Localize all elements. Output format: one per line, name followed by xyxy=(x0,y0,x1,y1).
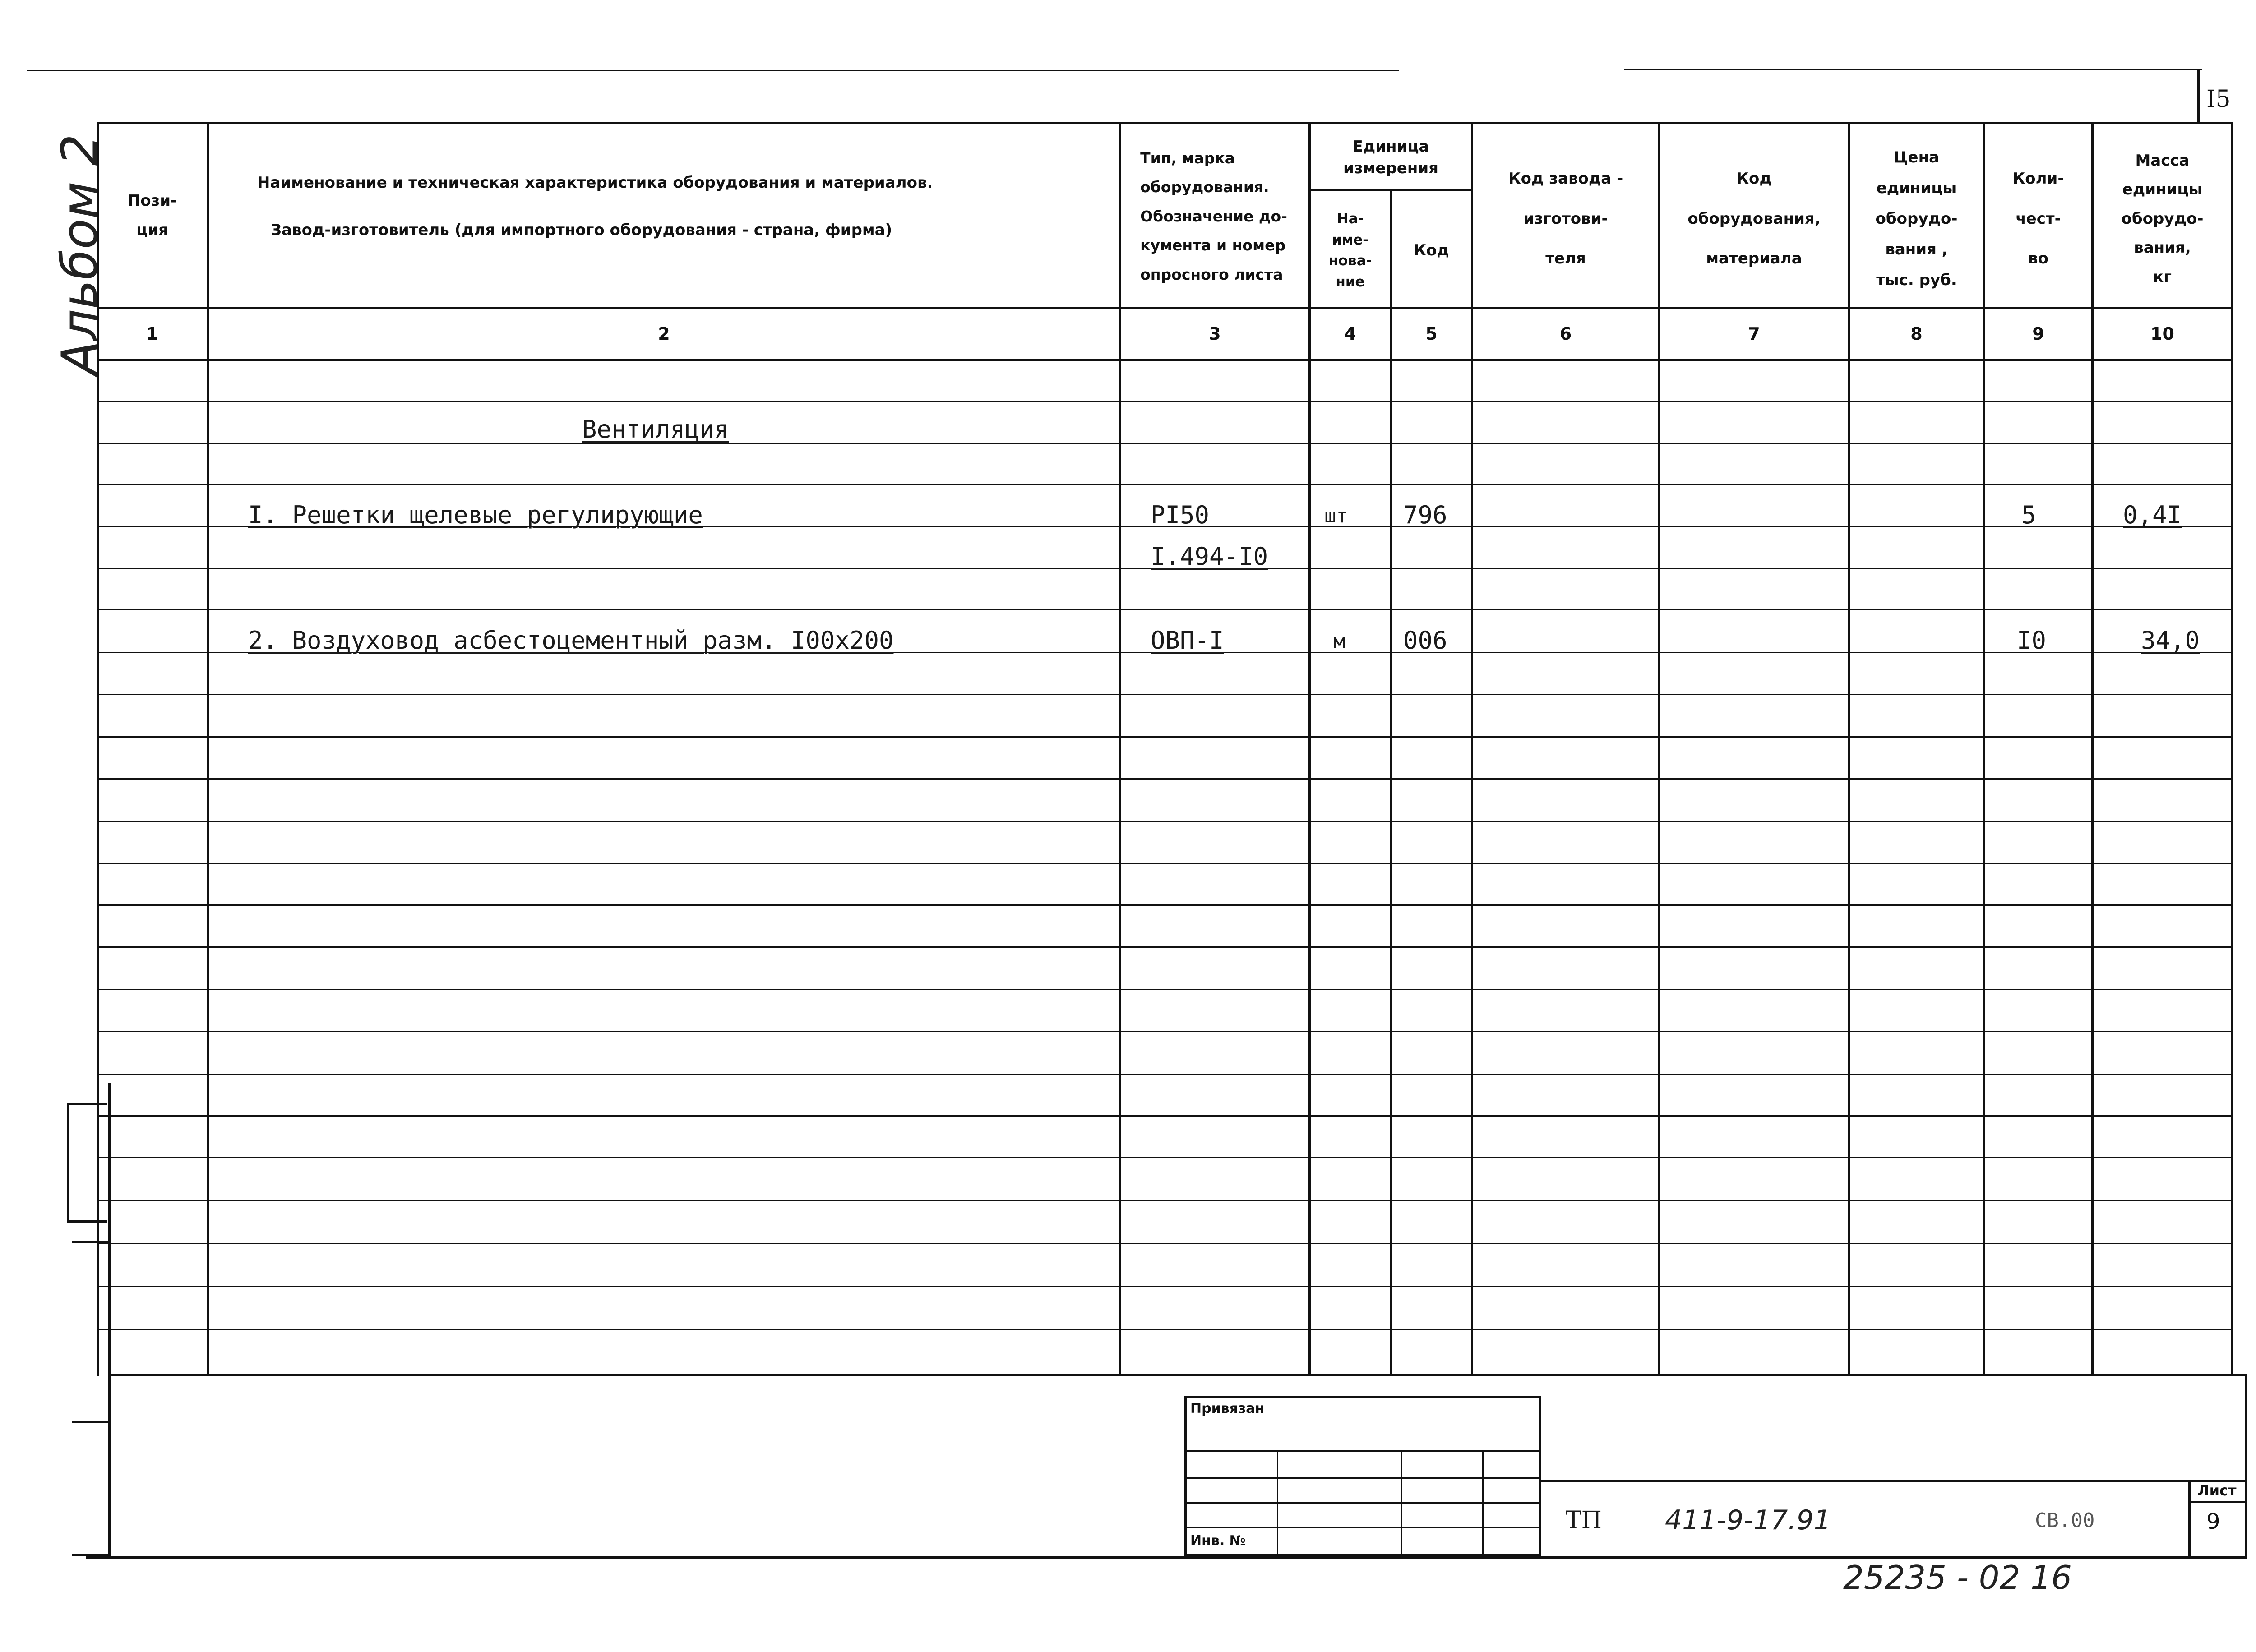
row-line xyxy=(97,1200,2231,1201)
header-unit-name: На- име- нова- ние xyxy=(1328,211,1372,290)
col-number-9: 9 xyxy=(2032,324,2044,344)
sheet-box-left xyxy=(2197,70,2200,124)
approval-line xyxy=(1184,1450,1541,1452)
table-bottom xyxy=(108,1374,2247,1376)
item-name: 2. Воздуховод асбестоцементный разм. I00x200 xyxy=(248,626,894,655)
header-name-line2: Завод-изготовитель (для импортного оборудования - страна, фирма) xyxy=(271,221,892,239)
header-type: Тип, марка оборудования. Обозначение до- кумента и номер опросного листа xyxy=(1140,149,1287,283)
item-unit-code: 796 xyxy=(1403,501,1447,529)
margin-mark-2 xyxy=(67,1220,107,1223)
approval-line xyxy=(1184,1477,1541,1479)
title-block-top xyxy=(1541,1480,2245,1482)
row-line xyxy=(97,1074,2231,1075)
row-line xyxy=(97,1286,2231,1287)
table-top xyxy=(97,122,2231,124)
approval-col xyxy=(1277,1450,1278,1556)
header-factory-code: Код завода - изготови- теля xyxy=(1508,170,1623,268)
row-line xyxy=(97,484,2231,485)
item-unit: м xyxy=(1333,630,1345,653)
item-quantity: 5 xyxy=(2021,501,2036,529)
row-line xyxy=(97,1115,2231,1117)
section-title: Вентиляция xyxy=(582,415,729,443)
inventory-label: Инв. № xyxy=(1190,1533,1246,1549)
col-number-1: 1 xyxy=(146,324,158,344)
list-number: 9 xyxy=(2206,1509,2220,1534)
col-number-3: 3 xyxy=(1209,324,1221,344)
col-number-4: 4 xyxy=(1344,324,1356,344)
top-rule xyxy=(27,70,1399,71)
item-type: PI50 xyxy=(1151,501,1210,529)
col-number-10: 10 xyxy=(2150,324,2174,344)
item-mass: 34,0 xyxy=(2141,626,2200,655)
margin-note: Альбом 2 xyxy=(51,134,109,375)
margin-mark-4 xyxy=(72,1421,111,1423)
item-document: I.494-I0 xyxy=(1151,542,1268,571)
unit-group-split xyxy=(1308,189,1471,191)
top-rule-right xyxy=(1624,69,2202,70)
header-name-line1: Наименование и техническая характеристика оборудования и материалов. xyxy=(257,174,933,192)
item-mass: 0,4I xyxy=(2123,501,2182,529)
item-type: ОВП-I xyxy=(1151,626,1224,655)
row-line xyxy=(97,1031,2231,1032)
list-box-split xyxy=(2188,1501,2245,1503)
doc-suffix: СВ.00 xyxy=(2035,1509,2095,1532)
item-name: I. Решетки щелевые регулирующие xyxy=(248,501,703,529)
row-line xyxy=(97,989,2231,990)
col-number-5: 5 xyxy=(1425,324,1438,344)
row-line xyxy=(97,443,2231,444)
header-price: Цена единицы оборудо- вания , тыс. руб. xyxy=(1875,148,1958,289)
list-label: Лист xyxy=(2197,1482,2237,1499)
col-number-7: 7 xyxy=(1748,324,1760,344)
row-line xyxy=(97,904,2231,906)
col-number-2: 2 xyxy=(658,324,670,344)
row-line xyxy=(97,1329,2231,1330)
frame-right-lower xyxy=(2245,1374,2247,1559)
col-number-6: 6 xyxy=(1559,324,1572,344)
col-line-10 xyxy=(2231,122,2233,1376)
approval-col xyxy=(1482,1450,1484,1556)
row-line xyxy=(97,609,2231,610)
doc-prefix: ТП xyxy=(1566,1507,1602,1534)
row-line xyxy=(97,1243,2231,1244)
row-line xyxy=(97,863,2231,864)
row-line xyxy=(97,736,2231,738)
row-line xyxy=(97,1157,2231,1158)
row-line xyxy=(97,694,2231,695)
archive-number: 25235 - 02 16 xyxy=(1843,1559,2072,1597)
doc-code: 411-9-17.91 xyxy=(1665,1504,1831,1536)
header-equipment-code: Код оборудования, материала xyxy=(1687,170,1821,268)
sheet-number-top: I5 xyxy=(2206,86,2231,113)
item-unit-code: 006 xyxy=(1403,626,1447,655)
margin-bracket xyxy=(67,1103,69,1220)
frame-left-lower xyxy=(108,1083,111,1559)
col-line-4 xyxy=(1390,189,1392,1376)
approval-col xyxy=(1401,1450,1402,1556)
header-quantity: Коли- чест- во xyxy=(2012,170,2064,268)
row-line xyxy=(97,946,2231,948)
approval-line xyxy=(1184,1502,1541,1504)
header-unit-group: Единица измерения xyxy=(1343,138,1438,177)
margin-mark-1 xyxy=(67,1103,107,1105)
numbers-bottom xyxy=(97,359,2231,361)
approval-box xyxy=(1184,1396,1541,1556)
item-unit: шт xyxy=(1324,504,1348,527)
approval-line xyxy=(1184,1527,1541,1528)
row-line xyxy=(97,778,2231,780)
item-quantity: I0 xyxy=(2017,626,2047,655)
row-line xyxy=(97,401,2231,402)
row-line xyxy=(97,821,2231,822)
header-mass: Масса единицы оборудо- вания, кг xyxy=(2121,151,2204,286)
header-position: Пози- ция xyxy=(127,191,177,239)
approval-label: Привязан xyxy=(1190,1401,1265,1417)
header-unit-code: Код xyxy=(1414,241,1449,259)
list-box-left xyxy=(2188,1480,2191,1556)
col-number-8: 8 xyxy=(1910,324,1923,344)
